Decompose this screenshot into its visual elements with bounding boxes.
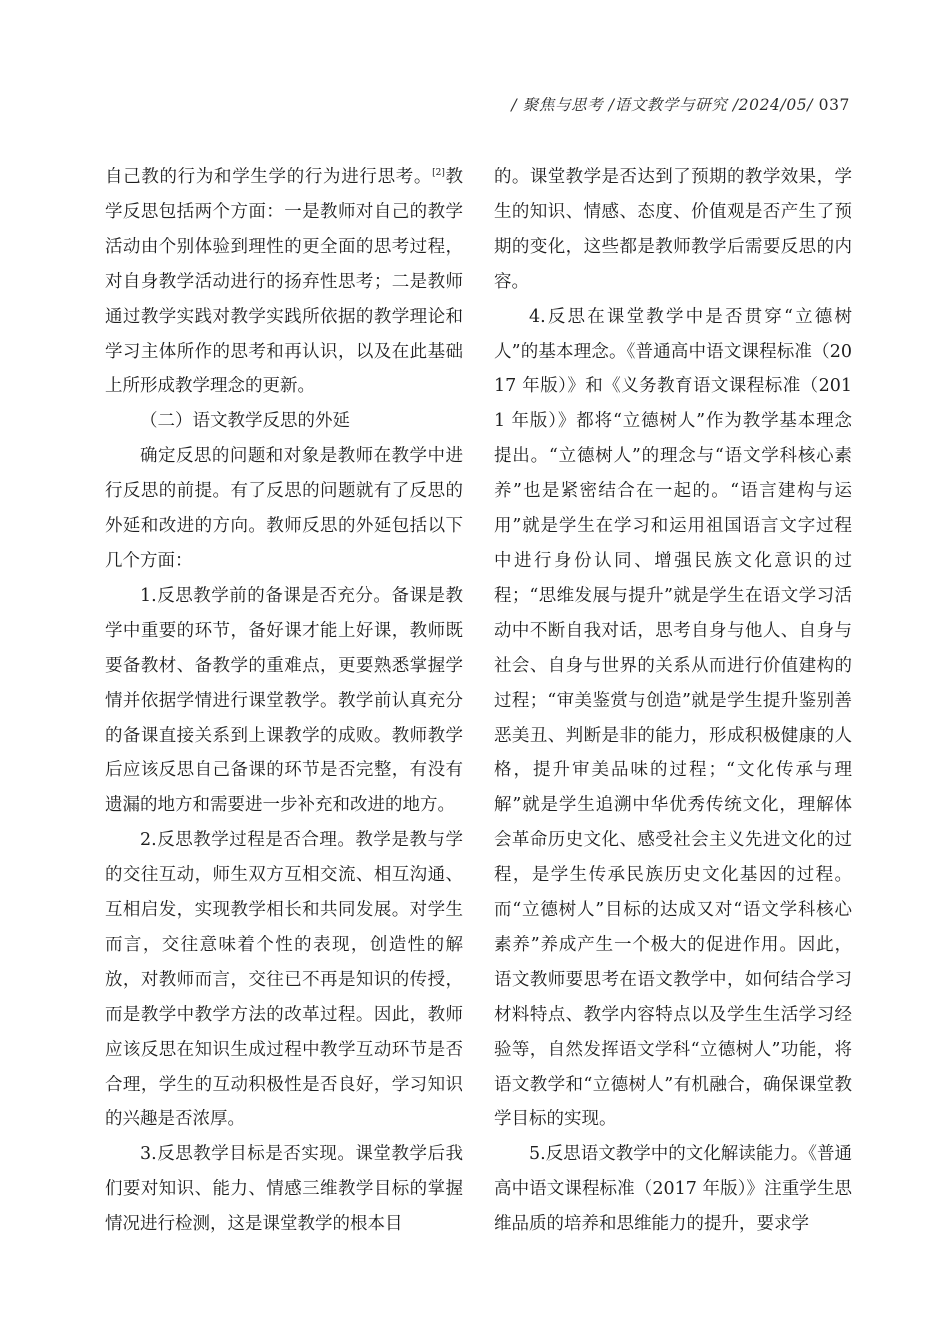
header-section: / 聚焦与思考 / <box>511 96 615 114</box>
page-number: 037 <box>813 96 850 114</box>
paragraph: 的。课堂教学是否达到了预期的教学效果，学生的知识、情感、态度、价值观是否产生了预期的变化，这些都是教师教学后需要反思的内容。 <box>494 167 852 292</box>
right-column <box>494 160 852 1242</box>
header-journal: 语文教学与研究 / <box>614 96 739 114</box>
paragraph: 确定反思的问题和对象是教师在教学中进行反思的前提。有了反思的问题就有了反思的外延和改进的方向。教师反思的外延包括以下几个方面： <box>105 446 463 571</box>
header-issue: 2024/05/ <box>738 96 814 114</box>
paragraph: 2.反思教学过程是否合理。教学是教与学的交往互动，师生双方互相交流、相互沟通、互相启发，实现教学相长和共同发展。对学生而言，交往意味着个性的表现，创造性的解放，对教师而言，交往已不再是知识的传授，而是教学中教学方法的改革过程。因此，教师应该反思在知识生成过程中教学互动环节是否合理，学生的互动积极性是否良好，学习知识的兴趣是否浓厚。 <box>105 830 463 1130</box>
citation-ref: [2] <box>432 168 445 178</box>
left-column <box>105 160 463 1242</box>
paragraph: 4.反思在课堂教学中是否贯穿“立德树人”的基本理念。《普通高中语文课程标准（2017 年版）》和《义务教育语文课程标准（2011 年版）》都将“立德树人”作为教学基本理念提出。“立德树人”的理念与“语文学科核心素养”也是紧密结合在一起的。“语言建构与运用”就是学生在学习和运用祖国语言文字过程中进行身份认同、增强民族文化意识的过程；“思维发展与提升”就是学生在语文学习活动中不断自我对话，思考自身与他人、自身与社会、自身与世界的关系从而进行价值建构的过程；“审美鉴赏与创造”就是学生提升鉴别善恶美丑、判断是非的能力，形成积极健康的人格，提升审美品味的过程；“文化传承与理解”就是学生追溯中华优秀传统文化，理解体会革命历史文化、感受社会主义先进文化的过程，是学生传承民族历史文化基因的过程。而“立德树人”目标的达成又对“语文学科核心素养”养成产生一个极大的促进作用。因此，语文教师要思考在语文教学中，如何结合学习材料特点、教学内容特点以及学生生活学习经验等，自然发挥语文学科“立德树人”功能，将语文教学和“立德树人”有机融合，确保课堂教学目标的实现。 <box>494 306 852 1130</box>
paragraph: 自己教的行为和学生学的行为进行思考。[2]教学反思包括两个方面：一是教师对自己的教学活动由个别体验到理性的更全面的思考过程，对自身教学活动进行的扬弃性思考；二是教师通过教学实践对教学实践所依据的教学理论和学习主体所作的思考和再认识，以及在此基础上所形成教学理念的更新。 <box>105 167 463 397</box>
paragraph: 5.反思语文教学中的文化解读能力。《普通高中语文课程标准（2017 年版）》注重学生思维品质的培养和思维能力的提升，要求学 <box>494 1144 852 1235</box>
running-header <box>511 93 850 115</box>
paragraph: 3.反思教学目标是否实现。课堂教学后我们要对知识、能力、情感三维教学目标的掌握情况进行检测，这是课堂教学的根本目 <box>105 1144 463 1235</box>
section-heading: （二）语文教学反思的外延 <box>140 411 350 432</box>
paragraph: 1.反思教学前的备课是否充分。备课是教学中重要的环节，备好课才能上好课，教师既要备教材、备教学的重难点，更要熟悉掌握学情并依据学情进行课堂教学。教学前认真充分的备课直接关系到上课教学的成败。教师教学后应该反思自己备课的环节是否完整，有没有遗漏的地方和需要进一步补充和改进的地方。 <box>105 585 463 816</box>
